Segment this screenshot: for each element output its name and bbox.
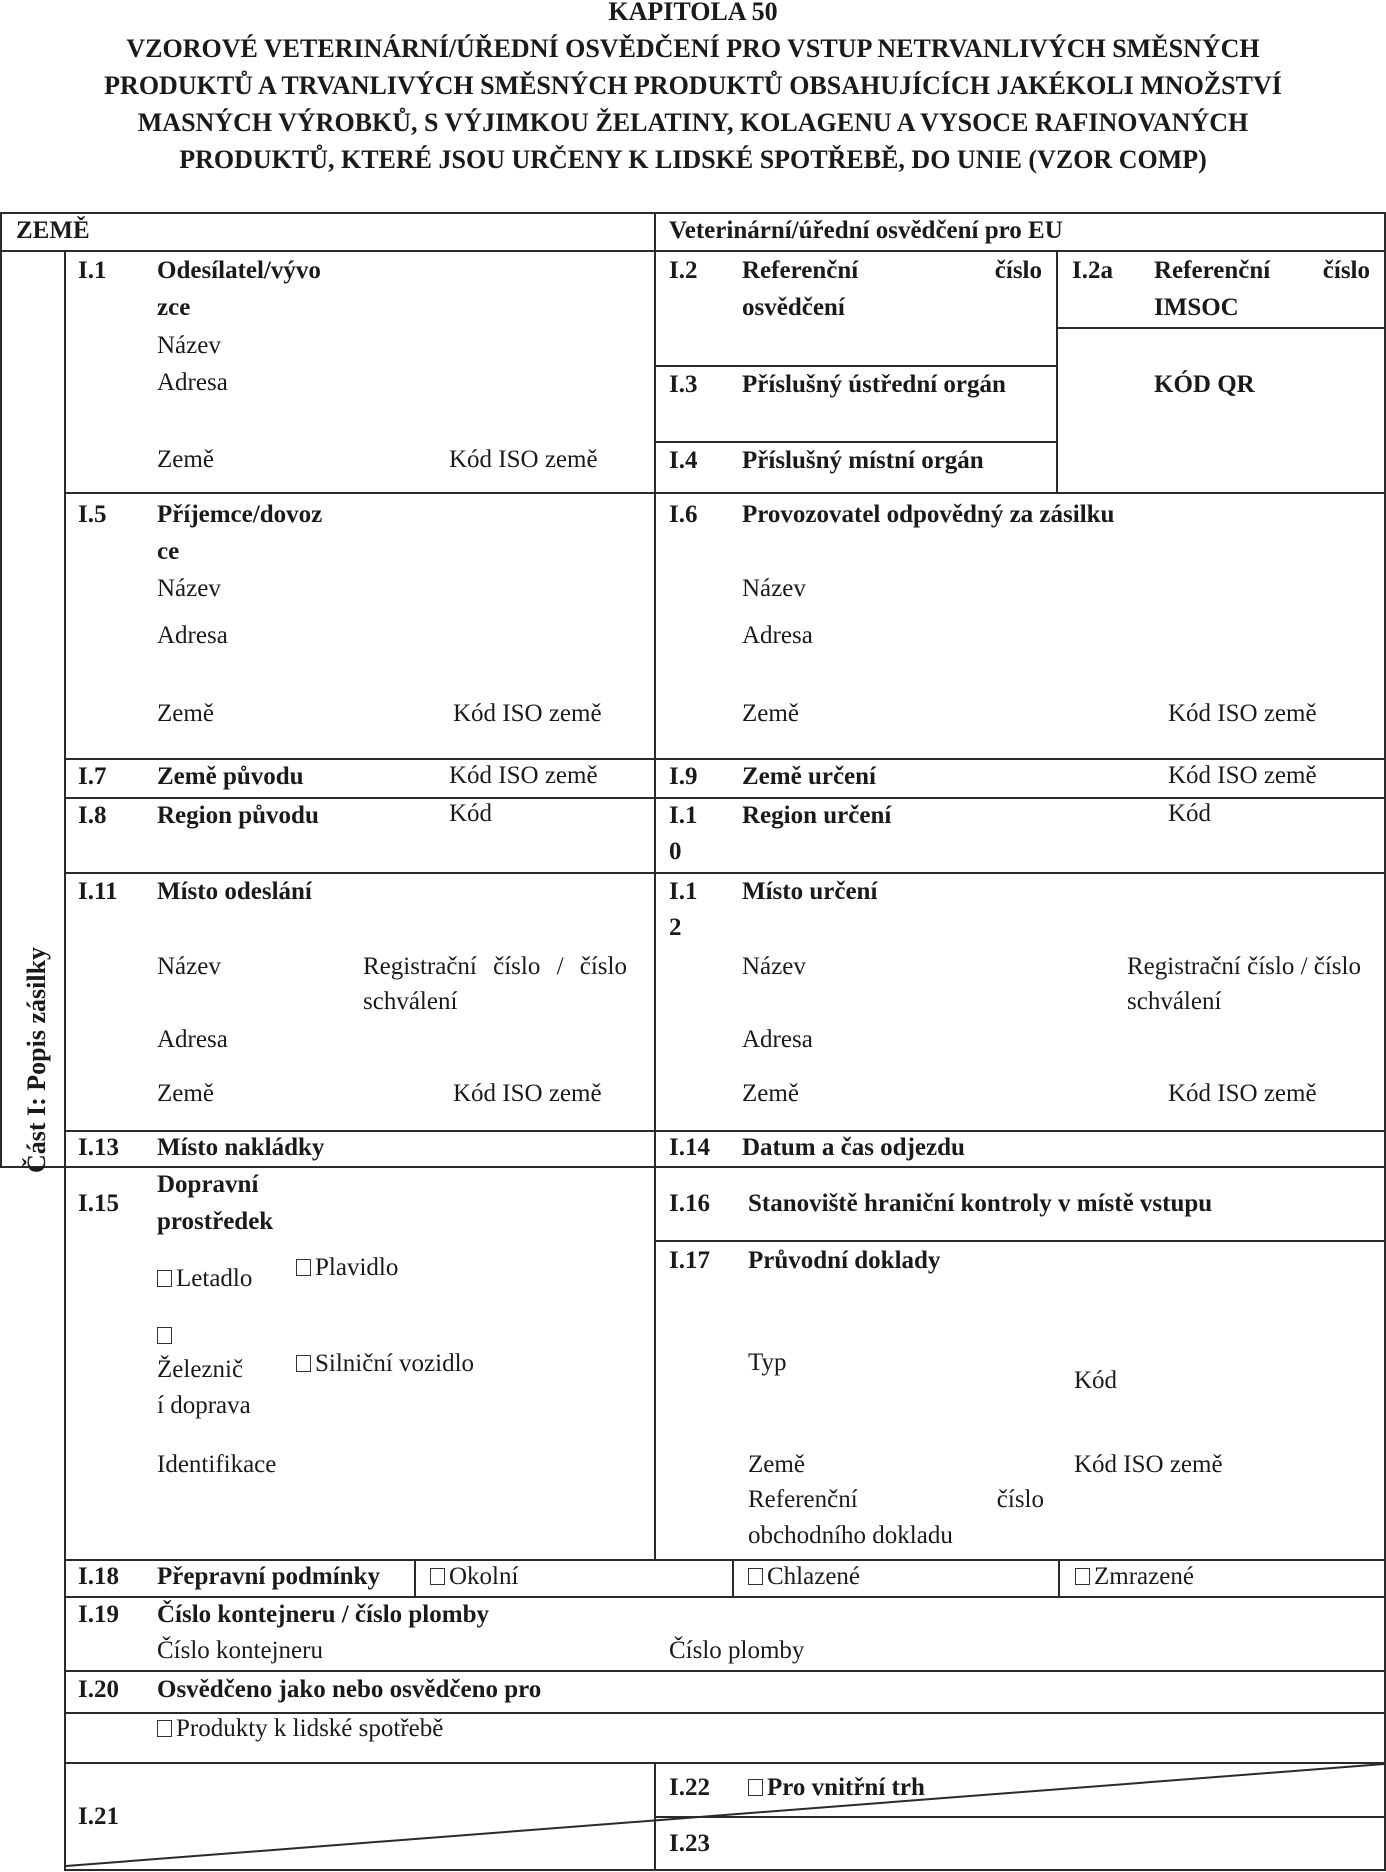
i1-name: Název (157, 332, 221, 359)
i19-title: Číslo kontejneru / číslo plomby (157, 1601, 489, 1628)
i2-title-cont: osvědčení (742, 294, 845, 321)
i2a-title-word1: Referenční (1154, 257, 1271, 284)
i15-number: I.15 (78, 1190, 119, 1217)
i18-option-ambient[interactable] (430, 1559, 518, 1595)
i7-iso: Kód ISO země (449, 762, 598, 789)
i15-option-air[interactable] (157, 1261, 252, 1297)
i3-number: I.3 (669, 371, 698, 398)
i2a-title-word2: číslo (1322, 257, 1370, 284)
i18-option-chilled-label: Chlazené (767, 1563, 861, 1590)
ambient-checkbox[interactable] (430, 1568, 445, 1585)
i6-country: Země (742, 700, 799, 727)
i11-name: Název (157, 953, 221, 980)
i16-title: Stanoviště hraniční kontroly v místě vstupu (748, 1190, 1213, 1217)
i12-iso: Kód ISO země (1168, 1080, 1317, 1107)
i17-reference (748, 1482, 1044, 1518)
i5-iso: Kód ISO země (453, 700, 602, 727)
i6-title: Provozovatel odpovědný za zásilku (742, 501, 1115, 528)
country-label: ZEMĚ (16, 217, 90, 244)
i1-title: Odesílatel/vývo (157, 257, 321, 284)
i4-title: Příslušný místní orgán (742, 447, 984, 474)
i15-option-rail-cont: í doprava (157, 1392, 251, 1419)
i22-number: I.22 (669, 1774, 710, 1801)
i20-number: I.20 (78, 1676, 119, 1703)
i16-number: I.16 (669, 1190, 710, 1217)
i22-title: Pro vnitřní trh (767, 1774, 925, 1801)
i10-title: Region určení (742, 802, 892, 829)
i3-title: Příslušný ústřední orgán (742, 371, 1006, 398)
i2-title-word1: Referenční (742, 257, 859, 284)
i14-number: I.14 (669, 1134, 710, 1161)
i10-number-cont: 0 (669, 838, 682, 865)
i1-title-cont: zce (157, 294, 191, 321)
i17-code: Kód (1074, 1367, 1118, 1394)
i5-country: Země (157, 700, 214, 727)
i11-number: I.11 (78, 878, 118, 905)
i15-title: Dopravní (157, 1171, 259, 1198)
i2a-title-cont: IMSOC (1154, 294, 1239, 321)
i2-title-word2: číslo (994, 257, 1042, 284)
i7-title: Země původu (157, 763, 304, 790)
i2a-number: I.2a (1072, 257, 1113, 284)
frozen-checkbox[interactable] (1075, 1568, 1090, 1585)
i6-iso: Kód ISO země (1168, 700, 1317, 727)
i2-number: I.2 (669, 257, 698, 284)
i15-option-vessel[interactable] (296, 1250, 398, 1286)
i17-type: Typ (748, 1349, 787, 1376)
i19-number: I.19 (78, 1601, 119, 1628)
i5-name: Název (157, 575, 221, 602)
title-line-1: VZOROVÉ VETERINÁRNÍ/ÚŘEDNÍ OSVĚDČENÍ PRO VSTUP NETRVANLIVÝCH SMĚSNÝCH (126, 34, 1260, 63)
i9-number: I.9 (669, 763, 698, 790)
i23-number: I.23 (669, 1830, 710, 1857)
i11-iso: Kód ISO země (453, 1080, 602, 1107)
i20-option[interactable] (157, 1711, 443, 1747)
i15-option-vessel-label: Plavidlo (315, 1254, 399, 1281)
i22-option[interactable] (748, 1770, 925, 1806)
vessel-checkbox[interactable] (296, 1259, 311, 1276)
i17-reference-word1: Referenční (748, 1486, 858, 1513)
chilled-checkbox[interactable] (748, 1568, 763, 1585)
i8-number: I.8 (78, 802, 107, 829)
i19-seal: Číslo plomby (669, 1637, 805, 1664)
i2-title (742, 253, 1042, 289)
i5-title-cont: ce (157, 538, 180, 565)
i5-address: Adresa (157, 622, 228, 649)
i6-number: I.6 (669, 501, 698, 528)
i19-container: Číslo kontejneru (157, 1637, 323, 1664)
i9-iso: Kód ISO země (1168, 762, 1317, 789)
i12-reg-no: Registrační číslo / číslo (1127, 953, 1361, 980)
i17-country: Země (748, 1451, 805, 1478)
i14-title: Datum a čas odjezdu (742, 1134, 965, 1161)
i15-option-rail: Železnič (157, 1356, 244, 1383)
i18-option-chilled[interactable] (748, 1559, 860, 1595)
title-line-4: PRODUKTŮ, KTERÉ JSOU URČENY K LIDSKÉ SPOTŘEBĚ, DO UNIE (VZOR COMP) (179, 145, 1207, 174)
i15-option-road-label: Silniční vozidlo (315, 1350, 475, 1377)
i20-title: Osvědčeno jako nebo osvědčeno pro (157, 1676, 542, 1703)
i17-reference-cont: obchodního dokladu (748, 1522, 953, 1549)
i17-iso: Kód ISO země (1074, 1451, 1223, 1478)
i12-number-cont: 2 (669, 914, 682, 941)
i11-address: Adresa (157, 1026, 228, 1053)
title-line-3: MASNÝCH VÝROBKŮ, S VÝJIMKOU ŽELATINY, KOLAGENU A VYSOCE RAFINOVANÝCH (137, 108, 1249, 137)
road-checkbox[interactable] (296, 1355, 311, 1372)
i15-title-cont: prostředek (157, 1208, 274, 1235)
i5-title: Příjemce/dovoz (157, 501, 323, 528)
i18-title: Přepravní podmínky (157, 1563, 380, 1590)
i1-iso: Kód ISO země (449, 446, 598, 473)
i20-option-label: Produkty k lidské spotřebě (176, 1715, 444, 1742)
title-line-2: PRODUKTŮ A TRVANLIVÝCH SMĚSNÝCH PRODUKTŮ OBSAHUJÍCÍCH JAKÉKOLI MNOŽSTVÍ (104, 71, 1282, 100)
i13-number: I.13 (78, 1134, 119, 1161)
i11-reg-no-cont: schválení (363, 988, 458, 1015)
i9-title: Země určení (742, 763, 876, 790)
i12-country: Země (742, 1080, 799, 1107)
i13-title: Místo nakládky (157, 1134, 325, 1161)
i12-title: Místo určení (742, 878, 878, 905)
air-checkbox[interactable] (157, 1270, 172, 1287)
i1-country: Země (157, 446, 214, 473)
internal-market-checkbox[interactable] (748, 1779, 763, 1796)
certificate-label: Veterinární/úřední osvědčení pro EU (669, 217, 1063, 244)
i6-name: Název (742, 575, 806, 602)
i1-address: Adresa (157, 369, 228, 396)
i1-number: I.1 (78, 257, 107, 284)
i15-identification: Identifikace (157, 1451, 277, 1478)
i12-name: Název (742, 953, 806, 980)
human-consumption-checkbox[interactable] (157, 1720, 172, 1737)
i17-number: I.17 (669, 1247, 710, 1274)
i6-address: Adresa (742, 622, 813, 649)
i18-option-frozen[interactable] (1075, 1559, 1194, 1595)
part-one-side-label: Část I: Popis zásilky (22, 946, 51, 1174)
i15-option-air-label: Letadlo (176, 1265, 253, 1292)
i8-title: Region původu (157, 802, 319, 829)
i11-country: Země (157, 1080, 214, 1107)
i11-reg-no: Registrační číslo / číslo (363, 953, 627, 980)
rail-checkbox[interactable] (157, 1327, 172, 1344)
i12-reg-no-cont: schválení (1127, 988, 1222, 1015)
chapter-heading: KAPITOLA 50 (608, 0, 778, 26)
i11-title: Místo odeslání (157, 878, 312, 905)
i10-code: Kód (1168, 800, 1212, 827)
i15-option-road[interactable] (296, 1346, 474, 1382)
i2a-title (1154, 253, 1370, 289)
i7-number: I.7 (78, 763, 107, 790)
i4-number: I.4 (669, 447, 698, 474)
i17-reference-word2: číslo (996, 1486, 1044, 1513)
i17-title: Průvodní doklady (748, 1247, 941, 1274)
i21-number: I.21 (78, 1803, 119, 1830)
i12-address: Adresa (742, 1026, 813, 1053)
i18-option-frozen-label: Zmrazené (1094, 1563, 1194, 1590)
i8-code: Kód (449, 800, 493, 827)
i10-number: I.1 (669, 802, 698, 829)
i5-number: I.5 (78, 501, 107, 528)
qr-code-label: KÓD QR (1154, 371, 1255, 398)
i18-option-ambient-label: Okolní (449, 1563, 519, 1590)
i12-number: I.1 (669, 878, 698, 905)
i18-number: I.18 (78, 1563, 119, 1590)
